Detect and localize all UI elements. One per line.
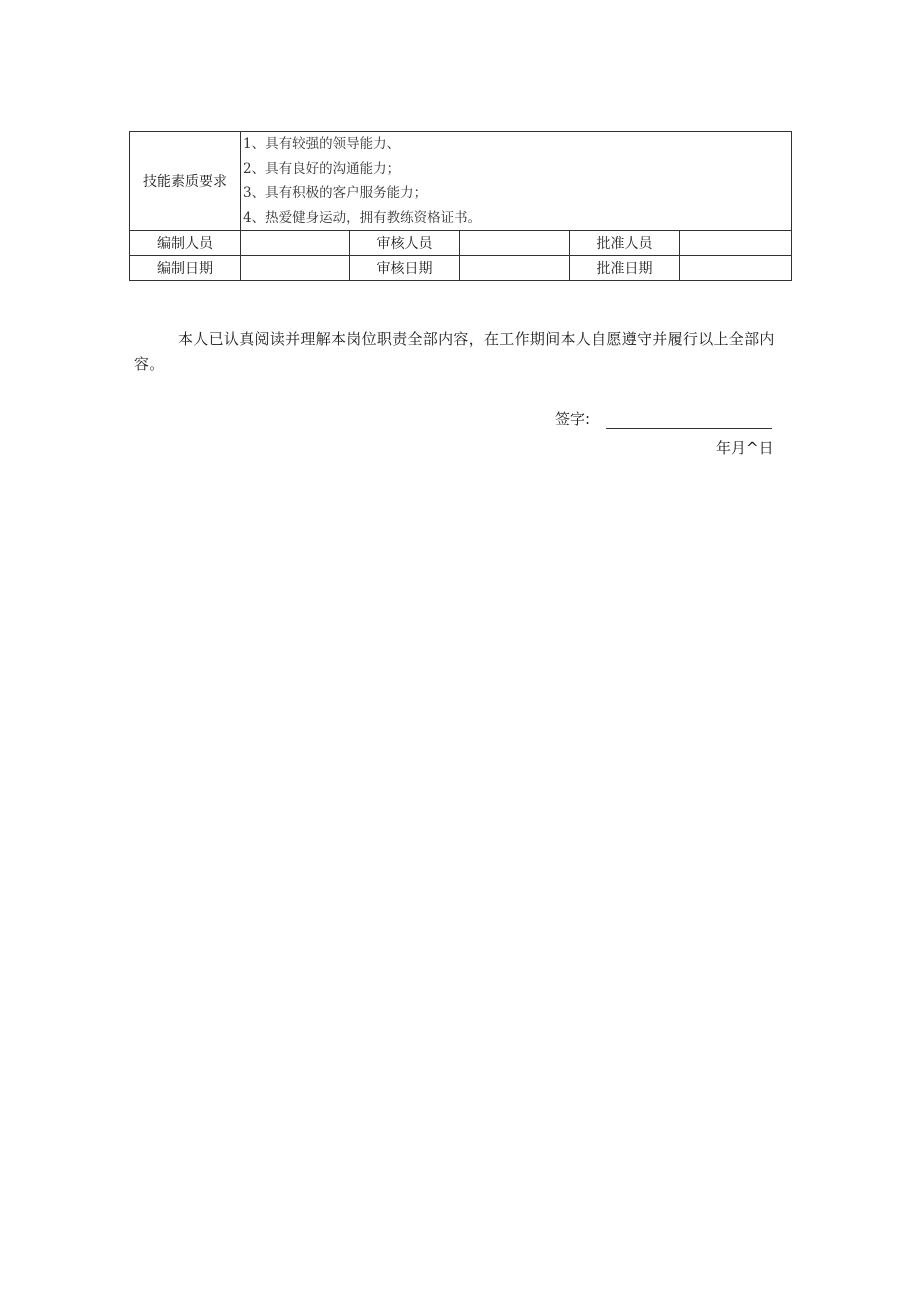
dates-row [130, 256, 792, 281]
approved-by-label: 批准人员 [570, 231, 680, 256]
acknowledgement-statement: 本人已认真阅读并理解本岗位职责全部内容，在工作期间本人自愿遵守并履行以上全部内容。 [134, 330, 775, 373]
signature-block [555, 408, 772, 429]
prepared-date-label: 编制日期 [130, 256, 241, 281]
approved-by-field[interactable] [680, 231, 792, 256]
prepared-by-field[interactable] [241, 231, 350, 256]
requirements-label-cell [130, 132, 241, 231]
approved-date-field[interactable] [680, 256, 792, 281]
signature-date: 年月^日 [716, 439, 774, 457]
requirement-item-3: 3、具有积极的客户服务能力； [243, 185, 428, 201]
requirement-item-2: 2、具有良好的沟通能力； [243, 160, 401, 177]
personnel-row [130, 231, 792, 256]
approved-date-label: 批准日期 [570, 256, 680, 281]
prepared-date-field[interactable] [241, 256, 350, 281]
requirement-item-4: 4、热爱健身运动，拥有教练资格证书。 [243, 209, 482, 226]
requirements-label: 技能素质要求 [143, 174, 227, 190]
requirement-item-1: 1、具有较强的领导能力、 [243, 136, 401, 152]
reviewed-date-field[interactable] [460, 256, 570, 281]
prepared-by-label: 编制人员 [130, 231, 241, 256]
requirements-content-cell [241, 132, 792, 231]
reviewed-by-field[interactable] [460, 231, 570, 256]
signature-label: 签字: [555, 410, 591, 428]
requirements-row [130, 132, 792, 231]
reviewed-by-label: 审核人员 [350, 231, 460, 256]
job-requirements-table [129, 131, 792, 281]
signature-line[interactable] [606, 411, 772, 429]
reviewed-date-label: 审核日期 [350, 256, 460, 281]
